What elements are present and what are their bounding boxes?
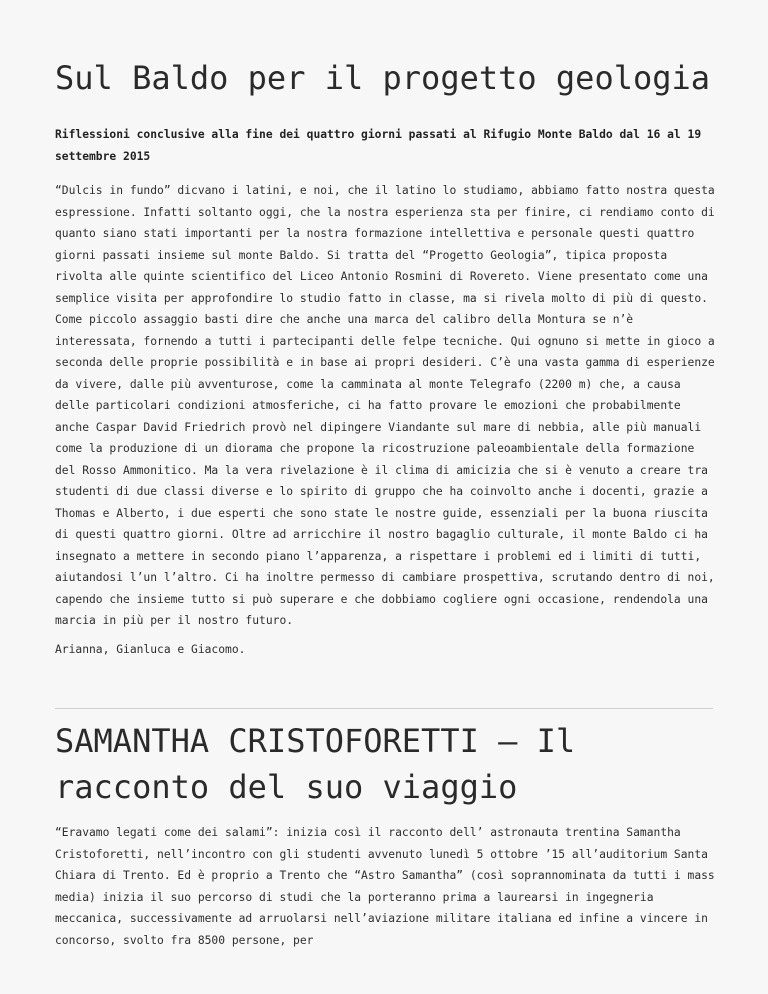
article-subtitle: Riflessioni conclusive alla fine dei quattro giorni passati al Rifugio Monte Baldo dal 16 al 19 settembre 2015 — [55, 128, 702, 163]
article-signature: Arianna, Gianluca e Giacomo. — [55, 643, 246, 656]
article-divider — [55, 708, 713, 709]
article-body: “Eravamo legati come dei salami”: inizia così il racconto dell’ astronauta trentina Samantha Cristoforetti, nell’incontro con gli studenti avvenuto lunedì 5 ottobre ’15 all’auditorium Santa Chiara di Trento. Ed è proprio a Trento che “Astro Samantha” (così soprannominata da tutti i mass media) inizia il suo percorso di studi che la porteranno prima a laurearsi in ingegneria meccanica, successivamente ad arruolarsi nell’aviazione militare italiana ed infine a vincere in concorso, svolto fra 8500 persone, per — [55, 826, 715, 947]
article-body: “Dulcis in fundo” dicvano i latini, e noi, che il latino lo studiamo, abbiamo fatto nostra questa espressione. Infatti soltanto oggi, che la nostra esperienza sta per finire, ci rendiamo conto di quanto siano stati importanti per la nostra formazione intellettiva e personale questi quattro giorni passati insieme sul monte Baldo. Si tratta del “Progetto Geologia”, tipica proposta rivolta alle quinte scientifico del Liceo Antonio Rosmini di Rovereto. Viene presentato come una semplice visita per approfondire lo studio fatto in classe, ma si rivela molto di più di questo. Come piccolo assaggio basti dire che anche una marca del calibro della Montura se n’è interessata, fornendo a tutti i partecipanti delle felpe tecniche. Qui ognuno si mette in gioco a seconda delle proprie possibilità e in base ai propri desideri. C’è una vasta gamma di esperienze da vivere, dalle più avventurose, come la camminata al monte Telegrafo (2200 m) che, a causa delle particolari condizioni atmosferiche, ci ha fatto provare le emozioni che probabilmente anche Caspar David Friedrich provò nel dipingere Viandante sul mare di nebbia, alle più manuali come la produzione di un diorama che propone la ricostruzione paleoambientale della formazione del Rosso Ammonitico. Ma la vera rivelazione è il clima di amicizia che si è venuto a creare tra studenti di due classi diverse e lo spirito di gruppo che ha coinvolto anche i docenti, grazie a Thomas e Alberto, i due esperti che sono state le nostre guide, essenziali per la buona riuscita di questi quattro giorni. Oltre ad arricchire il nostro bagaglio culturale, il monte Baldo ci ha insegnato a mettere in secondo piano l’apparenza, a rispettare i problemi ed i limiti di tutti, aiutandosi l’un l’altro. Ci ha inoltre permesso di cambiare prospettiva, scrutando dentro di noi, capendo che insieme tutto si può superare e che dobbiamo cogliere ogni occasione, rendendola una marcia in più per il nostro futuro. — [55, 184, 715, 627]
article-title[interactable]: Sul Baldo per il progetto geologia — [55, 59, 711, 97]
article-title[interactable]: SAMANTHA CRISTOFORETTI – Il racconto del suo viaggio — [55, 722, 576, 806]
